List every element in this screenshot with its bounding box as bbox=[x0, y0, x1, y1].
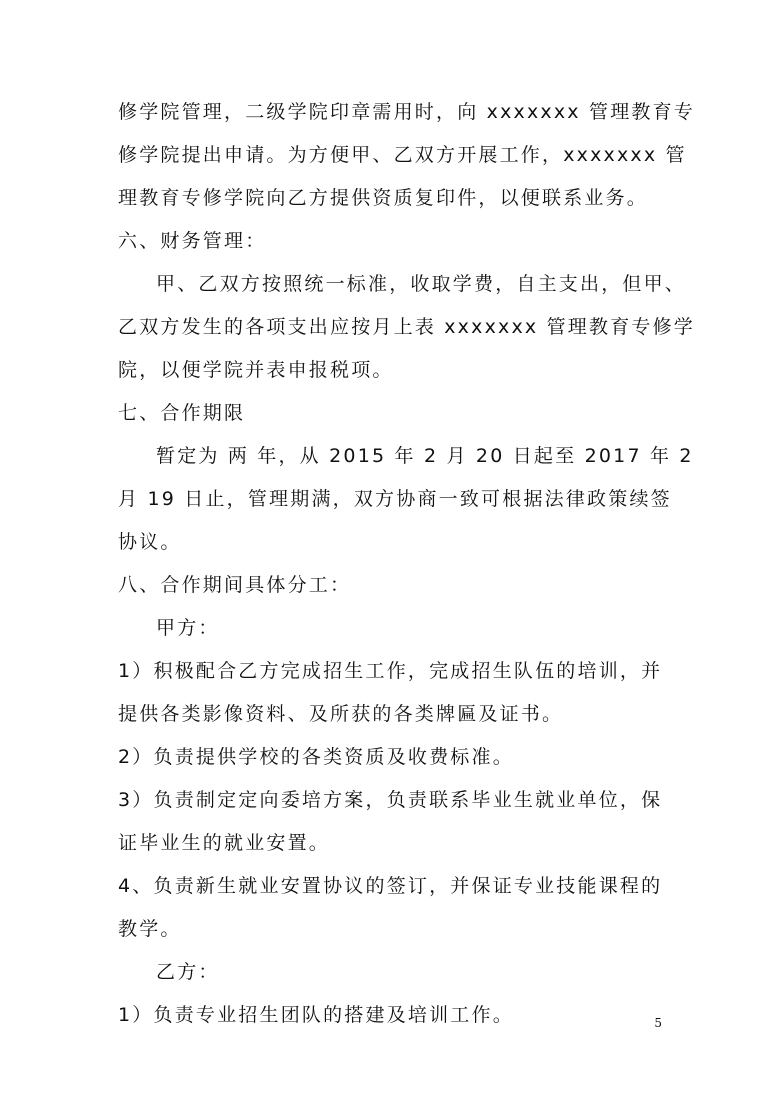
list-item-continuation: 教学。 bbox=[118, 918, 182, 940]
page-number: 5 bbox=[654, 1016, 662, 1030]
list-item: 1）负责专业招生团队的搭建及培训工作。 bbox=[118, 1004, 514, 1026]
party-label: 甲方： bbox=[156, 617, 220, 639]
party-label: 乙方： bbox=[156, 961, 220, 983]
body-line: 协议。 bbox=[118, 531, 182, 553]
list-item: 3）负责制定定向委培方案，负责联系毕业生就业单位，保 bbox=[118, 789, 663, 811]
body-line: 修学院管理，二级学院印章需用时，向 xxxxxxx 管理教育专 bbox=[118, 101, 695, 123]
body-line: 修学院提出申请。为方便甲、乙双方开展工作，xxxxxxx 管 bbox=[118, 144, 687, 166]
body-line: 院，以便学院并表申报税项。 bbox=[118, 359, 394, 381]
list-item: 1）积极配合乙方完成招生工作，完成招生队伍的培训，并 bbox=[118, 660, 663, 682]
body-line: 暂定为 两 年，从 2015 年 2 月 20 日起至 2017 年 2 bbox=[156, 445, 694, 467]
body-line: 甲、乙双方按照统一标准，收取学费，自主支出，但甲、 bbox=[156, 273, 687, 295]
body-line: 月 19 日止，管理期满，双方协商一致可根据法律政策续签 bbox=[118, 488, 672, 510]
list-item: 4、负责新生就业安置协议的签订，并保证专业技能课程的 bbox=[118, 875, 663, 897]
list-item: 2）负责提供学校的各类资质及收费标准。 bbox=[118, 746, 514, 768]
section-heading: 八、合作期间具体分工： bbox=[118, 574, 352, 596]
list-item-continuation: 提供各类影像资料、及所获的各类牌匾及证书。 bbox=[118, 703, 564, 725]
list-item-continuation: 证毕业生的就业安置。 bbox=[118, 832, 331, 854]
body-line: 乙双方发生的各项支出应按月上表 xxxxxxx 管理教育专修学 bbox=[118, 316, 695, 338]
section-heading: 六、财务管理： bbox=[118, 230, 267, 252]
section-heading: 七、合作期限 bbox=[118, 402, 246, 424]
body-line: 理教育专修学院向乙方提供资质复印件，以便联系业务。 bbox=[118, 187, 649, 209]
